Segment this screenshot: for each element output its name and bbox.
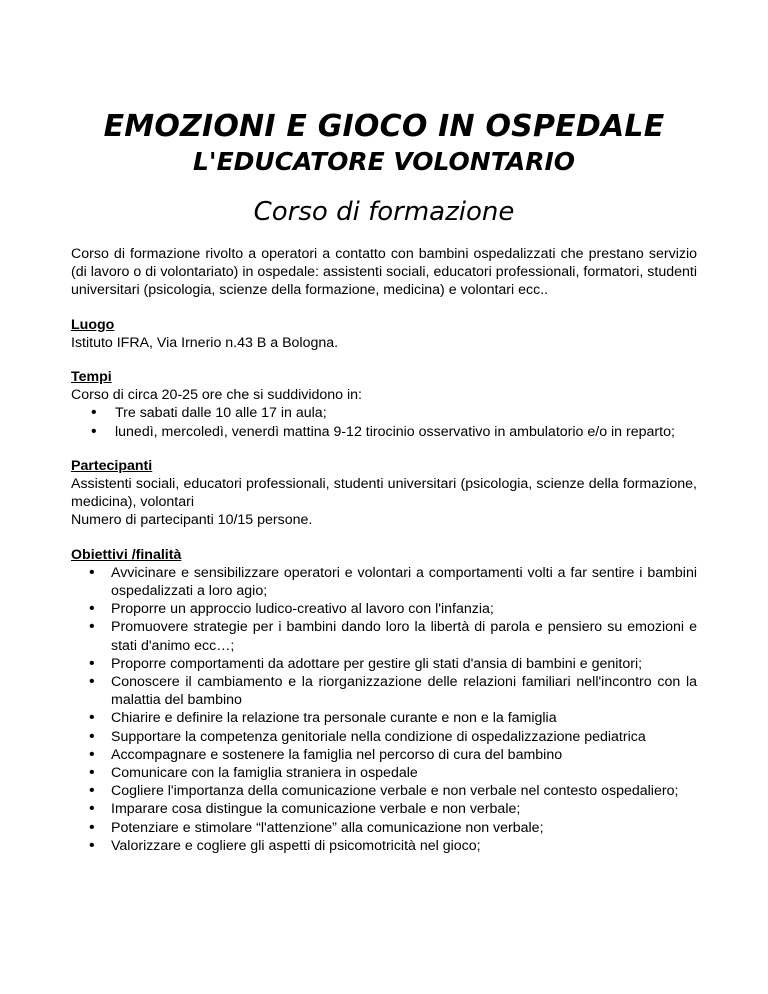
- document-body: [71, 245, 697, 855]
- list-item: • Supportare la competenza genitoriale nella condizione di ospedalizzazione pediatrica: [71, 728, 697, 746]
- list-item: • Conoscere il cambiamento e la riorganizzazione delle relazioni familiari nell'incontro con la malattia del bambino: [71, 673, 697, 709]
- list-item: • Proporre un approccio ludico-creativo al lavoro con l'infanzia;: [71, 600, 697, 618]
- section-tempi: [71, 368, 697, 441]
- heading-obiettivi: Obiettivi /finalità: [71, 546, 182, 563]
- partecipanti-count: Numero di partecipanti 10/15 persone.: [71, 512, 313, 529]
- document-subtitle: Corso di formazione: [253, 197, 515, 227]
- list-item: • Potenziare e stimolare “l'attenzione” alla comunicazione non verbale;: [71, 819, 697, 837]
- list-item: • Valorizzare e cogliere gli aspetti di psicomotricità nel gioco;: [71, 837, 697, 855]
- section-luogo: [71, 316, 697, 352]
- list-item: • Avvicinare e sensibilizzare operatori e volontari a comportamenti volti a far sentire i bambini ospedalizzati a loro agio;: [71, 564, 697, 600]
- list-item: • Comunicare con la famiglia straniera in ospedale: [71, 764, 697, 782]
- list-item: • Proporre comportamenti da adottare per gestire gli stati d'ansia di bambini e genitori;: [71, 655, 697, 673]
- obiettivi-list: [71, 564, 697, 855]
- tempi-text: Corso di circa 20-25 ore che si suddividono in:: [71, 387, 362, 404]
- list-item: • lunedì, mercoledì, venerdì mattina 9-12 tirocinio osservativo in ambulatorio e/o in reparto;: [71, 423, 697, 441]
- section-obiettivi: [71, 546, 697, 855]
- document-subtitle-bold: L'EDUCATORE VOLONTARIO: [193, 147, 575, 176]
- list-item: • Chiarire e definire la relazione tra personale curante e non e la famiglia: [71, 709, 697, 727]
- list-item: • Accompagnare e sostenere la famiglia nel percorso di cura del bambino: [71, 746, 697, 764]
- list-item: • Imparare cosa distingue la comunicazione verbale e non verbale;: [71, 800, 697, 818]
- heading-tempi: Tempi: [71, 369, 112, 386]
- partecipanti-text: Assistenti sociali, educatori professionali, studenti universitari (psicologia, scienze della formazione, medicina), volontari: [71, 476, 697, 511]
- intro-paragraph: Corso di formazione rivolto a operatori a contatto con bambini ospedalizzati che prestano servizio (di lavoro o di volontariato) in ospedale: assistenti sociali, educatori professionali, formatori, studenti universitari (psicologia, scienze della formazione, medicina) e volontari ecc..: [71, 246, 697, 299]
- luogo-text: Istituto IFRA, Via Irnerio n.43 B a Bologna.: [71, 334, 339, 351]
- list-item: • Promuovere strategie per i bambini dando loro la libertà di parola e pensiero su emozioni e stati d'animo ecc…;: [71, 618, 697, 654]
- list-item: • Tre sabati dalle 10 alle 17 in aula;: [71, 404, 697, 422]
- title-block: [0, 108, 768, 228]
- section-partecipanti: [71, 457, 697, 530]
- heading-partecipanti: Partecipanti: [71, 457, 153, 474]
- list-item: • Cogliere l'importanza della comunicazione verbale e non verbale nel contesto ospedaliero;: [71, 782, 697, 800]
- tempi-list: [71, 404, 697, 440]
- heading-luogo: Luogo: [71, 316, 115, 333]
- document-title: EMOZIONI E GIOCO IN OSPEDALE: [103, 109, 665, 144]
